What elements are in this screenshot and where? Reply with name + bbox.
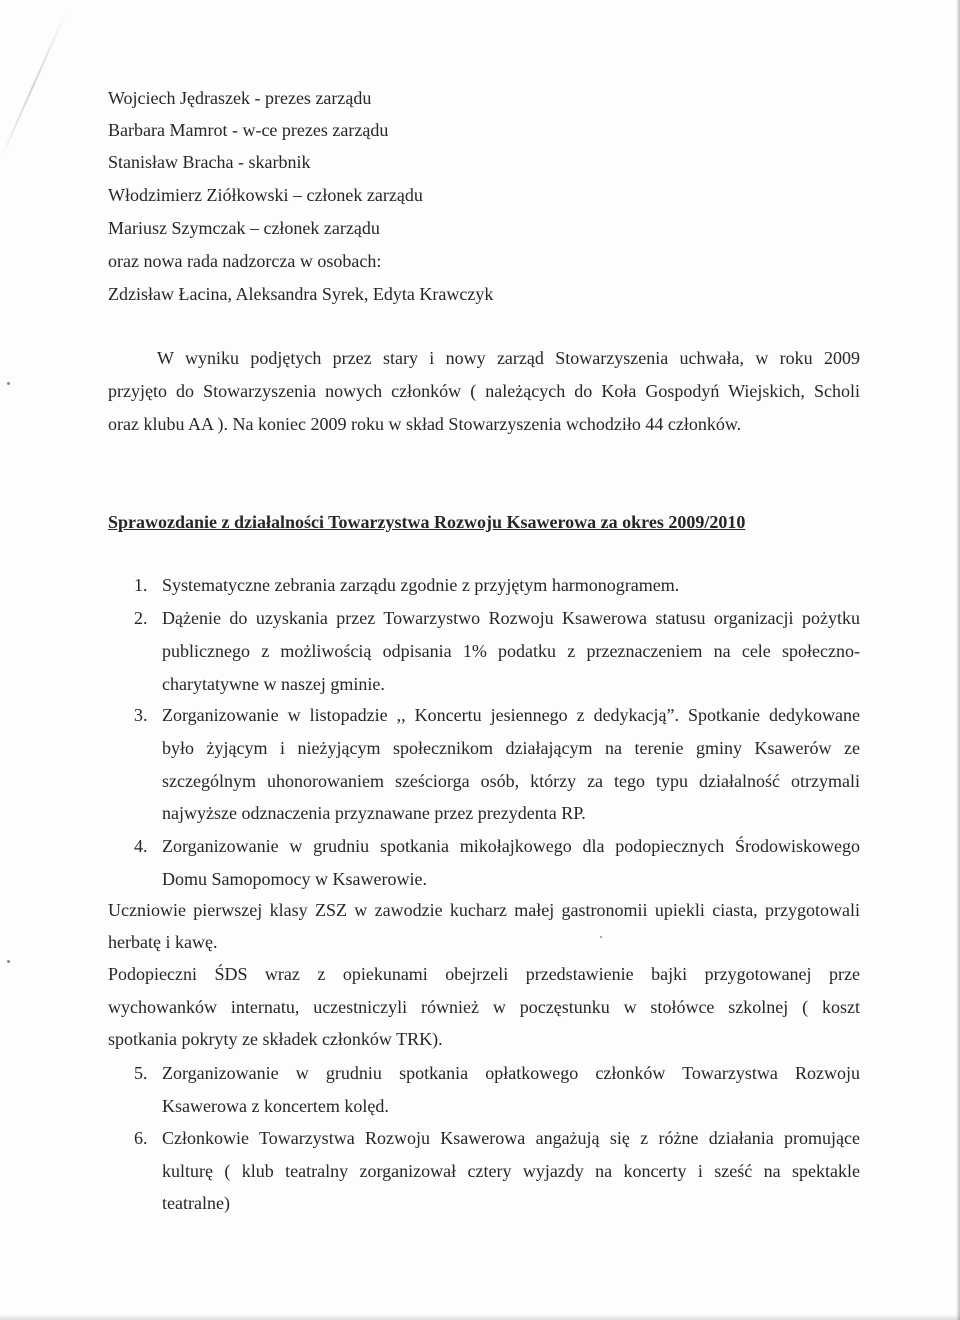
scan-artifact-line <box>0 14 66 161</box>
item-line: Domu Samopomocy w Ksawerowie. <box>162 869 427 889</box>
board-line: Zdzisław Łacina, Aleksandra Syrek, Edyta Krawczyk <box>108 284 494 304</box>
item-line: charytatywne w naszej gminie. <box>162 674 385 694</box>
board-line: Włodzimierz Ziółkowski – członek zarządu <box>108 185 423 205</box>
board-line: oraz nowa rada nadzorcza w osobach: <box>108 251 382 271</box>
page-edge-shadow <box>0 1314 960 1320</box>
item-line: publicznego z możliwością odpisania 1% podatku z przeznaczeniem na cele społeczno- <box>162 641 860 661</box>
board-line: Barbara Mamrot - w-ce prezes zarządu <box>108 120 389 140</box>
item-line: Ksawerowa z koncertem kolęd. <box>162 1096 389 1116</box>
item-number: 2. <box>134 608 148 628</box>
item-line: Dążenie do uzyskania przez Towarzystwo Rozwoju Ksawerowa statusu organizacji pożytku <box>162 608 860 628</box>
item-line: szczególnym uhonorowaniem sześciorga osób, którzy za tego typu działalność otrzymali <box>162 771 860 791</box>
item-line: teatralne) <box>162 1193 230 1213</box>
board-line: Mariusz Szymczak – członek zarządu <box>108 218 380 238</box>
paragraph-line: herbatę i kawę. <box>108 932 218 952</box>
item-line: najwyższe odznaczenia przyznawane przez prezydenta RP. <box>162 803 586 823</box>
item-line: Członkowie Towarzystwa Rozwoju Ksawerowa angażują się z różne działania promujące <box>162 1128 860 1148</box>
paragraph-line: Podopieczni ŚDS wraz z opiekunami obejrzeli przedstawienie bajki przygotowanej prze <box>108 964 860 984</box>
scan-artifact-dot <box>7 960 10 963</box>
paragraph-line: wychowanków internatu, uczestniczyli również w poczęstunku w stołówce szkolnej ( koszt <box>108 997 860 1017</box>
paragraph-line: Uczniowie pierwszej klasy ZSZ w zawodzie kucharz małej gastronomii upiekli ciasta, przygotowali <box>108 900 860 920</box>
paragraph-line: przyjęto do Stowarzyszenia nowych członków ( należących do Koła Gospodyń Wiejskich, Scholi <box>108 381 860 401</box>
paragraph-line: spotkania pokryty ze składek członków TRK). <box>108 1029 443 1049</box>
scan-artifact-dot <box>600 936 602 938</box>
item-line: Systematyczne zebrania zarządu zgodnie z przyjętym harmonogramem. <box>162 575 680 595</box>
item-number: 4. <box>134 836 148 856</box>
board-line: Wojciech Jędraszek - prezes zarządu <box>108 88 372 108</box>
board-line: Stanisław Bracha - skarbnik <box>108 152 311 172</box>
item-number: 6. <box>134 1128 148 1148</box>
item-line: Zorganizowanie w grudniu spotkania opłatkowego członków Towarzystwa Rozwoju <box>162 1063 860 1083</box>
item-number: 5. <box>134 1063 148 1083</box>
item-line: kulturę ( klub teatralny zorganizował cztery wyjazdy na koncerty i sześć na spektakle <box>162 1161 860 1181</box>
paragraph-line: W wyniku podjętych przez stary i nowy zarząd Stowarzyszenia uchwała, w roku 2009 <box>157 348 860 368</box>
report-heading: Sprawozdanie z działalności Towarzystwa Rozwoju Ksawerowa za okres 2009/2010 <box>108 512 746 532</box>
item-line: było żyjącym i nieżyjącym społecznikom działającym na terenie gminy Ksawerów ze <box>162 738 860 758</box>
item-line: Zorganizowanie w grudniu spotkania mikołajkowego dla podopiecznych Środowiskowego <box>162 836 860 856</box>
item-number: 3. <box>134 705 148 725</box>
page-edge-shadow <box>956 0 960 1320</box>
paragraph-line: oraz klubu AA ). Na koniec 2009 roku w skład Stowarzyszenia wchodziło 44 członków. <box>108 414 742 434</box>
scan-artifact-dot <box>7 382 10 385</box>
item-number: 1. <box>134 575 148 595</box>
item-line: Zorganizowanie w listopadzie ,, Koncertu jesiennego z dedykacją”. Spotkanie dedykowane <box>162 705 860 725</box>
